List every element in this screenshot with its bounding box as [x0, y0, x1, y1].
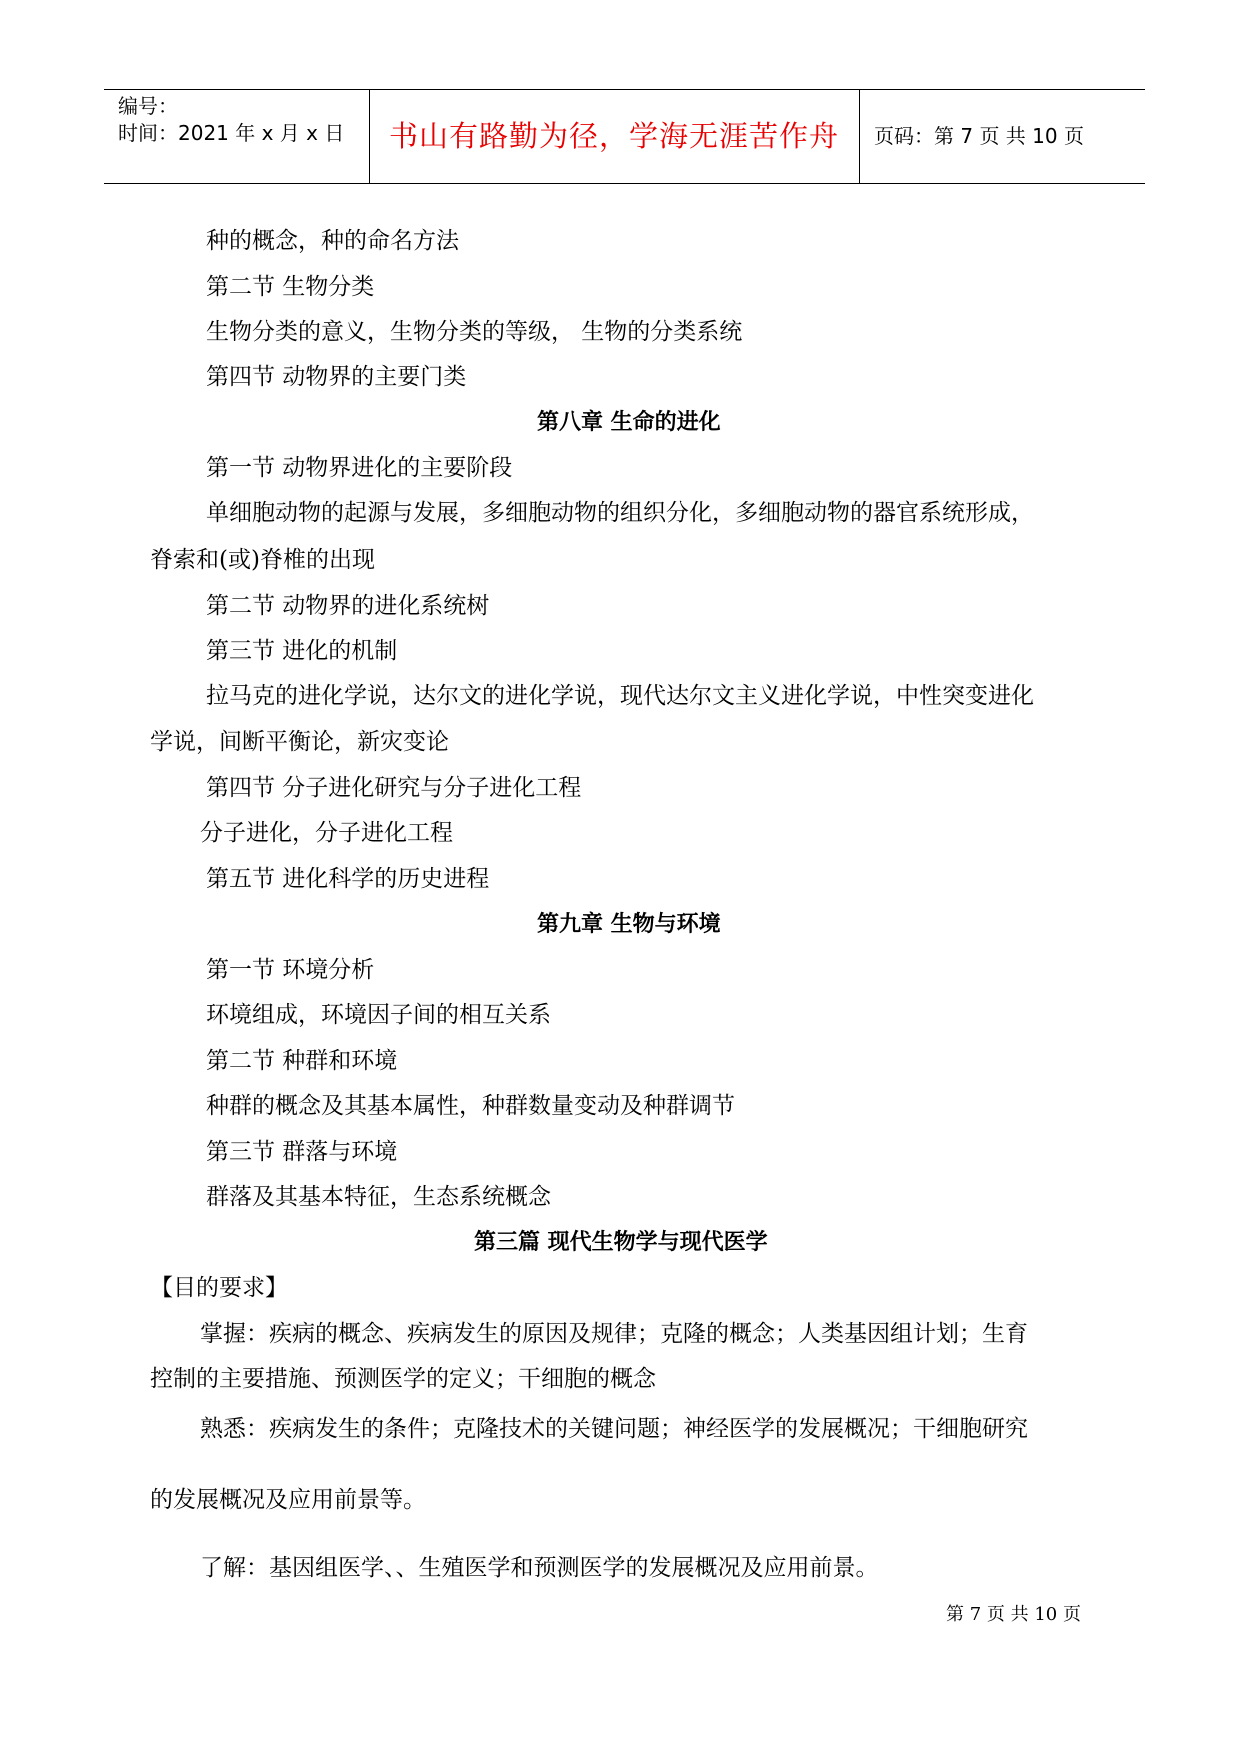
section-heading: 第二节 生物分类	[206, 274, 375, 300]
mixed-text-serif: 熟悉：疾病发生的条件；克隆技术的关键问题；	[200, 1416, 683, 1442]
body-line: 学说，间断平衡论，新灾变论	[150, 729, 449, 755]
motto-text: 书山有路勤为径，学海无涯苦作舟	[388, 119, 839, 153]
mixed-text-serif: 等。	[380, 1487, 426, 1513]
section-heading: 第五节 进化科学的历史进程	[206, 866, 490, 892]
header-page-info: 页码：第 7 页 共 10 页	[874, 124, 1084, 148]
header-meta-cell	[104, 90, 370, 183]
section-heading: 第一节 动物界进化的主要阶段	[206, 455, 513, 481]
header-motto-cell	[369, 90, 860, 183]
body-line: 环境组成，环境因子间的相互关系	[206, 1002, 551, 1028]
body-line: 单细胞动物的起源与发展，多细胞动物的组织分化，多细胞动物的器官系统形成，	[206, 500, 1034, 526]
section-heading: 第三节 群落与环境	[206, 1139, 398, 1165]
body-line: 种的概念，种的命名方法	[206, 228, 459, 254]
date-label: 时间：2021 年 x 月 x 日	[118, 121, 345, 145]
chapter-heading: 第八章 生命的进化	[537, 410, 721, 435]
body-line: 种群的概念及其基本属性，种群数量变动及种群调节	[206, 1093, 735, 1119]
body-line: 生物分类的意义，生物分类的等级， 生物的分类系统	[206, 319, 743, 345]
section-heading: 第三节 进化的机制	[206, 638, 398, 664]
body-line-mixed	[200, 1414, 1028, 1444]
header-page-cell	[860, 90, 1145, 183]
section-heading: 第四节 动物界的主要门类	[206, 364, 467, 390]
body-line: 脊索和(或)脊椎的出现	[150, 547, 375, 573]
body-line: 控制的主要措施、预测医学的定义；干细胞的概念	[150, 1366, 656, 1392]
chapter-heading: 第九章 生物与环境	[537, 912, 721, 937]
part-heading: 第三篇 现代生物学与现代医学	[474, 1230, 768, 1255]
serial-number-label: 编号：	[118, 94, 178, 118]
body-line: 拉马克的进化学说，达尔文的进化学说，现代达尔文主义进化学说，中性突变进化	[206, 683, 1034, 709]
body-line: 掌握：疾病的概念、疾病发生的原因及规律；克隆的概念；人类基因组计划；生育	[200, 1321, 1028, 1347]
mixed-text-sans: 的发展概况及应用前景	[150, 1487, 380, 1513]
section-heading: 第四节 分子进化研究与分子进化工程	[206, 775, 582, 801]
mixed-text-sans: 神经医学的发展概况；干细胞研究	[683, 1416, 1028, 1442]
goal-heading: 【目的要求】	[150, 1275, 288, 1301]
section-heading: 第一节 环境分析	[206, 957, 375, 983]
body-line: 分子进化，分子进化工程	[200, 820, 453, 846]
body-line: 了解：基因组医学、、生殖医学和预测医学的发展概况及应用前景。	[200, 1555, 879, 1581]
body-line: 群落及其基本特征，生态系统概念	[206, 1184, 551, 1210]
page-footer: 第 7 页 共 10 页	[946, 1604, 1081, 1625]
page-header	[104, 89, 1145, 184]
section-heading: 第二节 种群和环境	[206, 1048, 398, 1074]
section-heading: 第二节 动物界的进化系统树	[206, 593, 490, 619]
body-line-mixed	[150, 1485, 426, 1515]
